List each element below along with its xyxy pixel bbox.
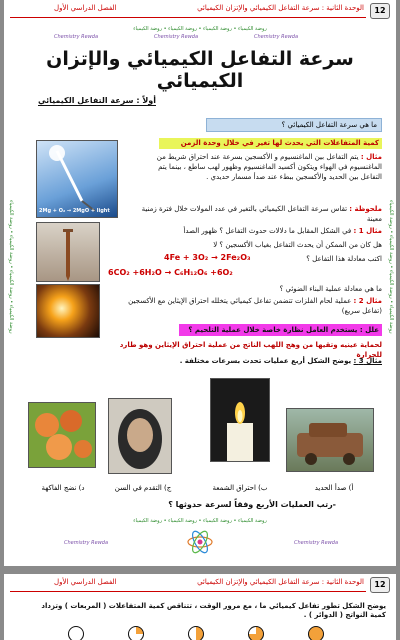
caption-rust: أ) صدأ الحديد (314, 484, 354, 492)
watermark: Chemistry Rewda (254, 34, 299, 40)
observation-paragraph (126, 204, 382, 224)
example-label: مثال : (360, 153, 382, 161)
elderly-woman-photo (108, 398, 172, 474)
observation-text: تقاس سرعة التفاعل الكيميائي بالتغير في عدد المولات خلال فترة زمنية معينة (141, 205, 382, 223)
example3-label: مثال 3 : (353, 357, 382, 365)
unit-title: الوحدة الثانية : سرعة التفاعل الكيميائي والإتزان الكيميائي (197, 4, 364, 12)
progress-circle-icon (128, 626, 144, 640)
progress-circle-icon (308, 626, 324, 640)
watermark: Chemistry Rewda (64, 540, 109, 546)
pink-highlight-note: علل : يستخدم العامل نظارة خاصة خلال عملية التلحيم ؟ (179, 324, 382, 336)
unit-title: الوحدة الثانية : سرعة التفاعل الكيميائي والإتزان الكيميائي (197, 578, 364, 586)
definition-highlight: كمية المتفاعلات التي يحدث لها تغير في خلال وحدة الزمن (159, 138, 382, 149)
magnesium-burning-photo (36, 140, 118, 218)
car-icon (287, 409, 373, 471)
progress-circle-icon (68, 626, 84, 640)
decor-strip-top: روضة الكيمياء • روضة الكيمياء • روضة الكيمياء • روضة الكيمياء (133, 26, 267, 32)
question-c: ما هي معادلة عملية البناء الضوئي ؟ (279, 285, 382, 293)
nail-icon (37, 223, 99, 281)
page-title: سرعة التفاعل الكيميائي والإتزان الكيميائي (46, 48, 354, 92)
candle-photo (210, 378, 270, 462)
rusty-nail-photo (36, 222, 100, 282)
progress-circle-icon (248, 626, 264, 640)
decor-strip-left: روضة الكيمياء • روضة الكيمياء • روضة الكيمياء • روضة الكيمياء (8, 200, 14, 334)
question-b: اكتب معادلة هذا التفاعل ؟ (306, 255, 382, 263)
decor-strip-right: روضة الكيمياء • روضة الكيمياء • روضة الكيمياء • روضة الكيمياء (388, 200, 394, 334)
example2-text: عملية لحام الفلزات تتضمن تفاعل كيميائي يتخلله احتراق الإيثاين مع الأكسجين (تفاعل سريع) (128, 297, 382, 315)
page-number: 12 (370, 577, 390, 593)
order-question: -رتب العمليات الأربع وفقاً لسرعة حدوثها ؟ (168, 500, 336, 509)
atom-logo-icon (186, 528, 214, 556)
progress-circle-icon (188, 626, 204, 640)
example-paragraph (138, 152, 382, 182)
caption-aging: ج) التقدم في السن (114, 484, 172, 492)
header-rule (10, 17, 366, 18)
reaction-progress-question: يوضح الشكل تطور تفاعل كيميائي ما ، مع مرور الوقت ، تتناقص كمية المتفاعلات ( المربعات ) وتزداد كمية النواتج ( الدوائر ) . (41, 602, 386, 619)
rust-equation: 4Fe + 3O₂ → 2Fe₂O₃ (164, 253, 251, 262)
reaction-caption: 2Mg + O₂ → 2MgO + light (39, 208, 110, 214)
photosynthesis-equation: 6CO₂ +6H₂O → C₆H₁₂O₆ +6O₂ (108, 268, 233, 277)
term-label: الفصل الدراسي الأول (54, 4, 117, 12)
observation-label: ملحوظة : (349, 205, 382, 213)
example1-text: في الشكل المقابل ما دلالات حدوث التفاعل ؟ ظهور الصدأ (183, 227, 352, 235)
decor-strip-bottom: روضة الكيمياء • روضة الكيمياء • روضة الكيمياء • روضة الكيمياء (133, 518, 267, 524)
peach-icon (29, 403, 95, 467)
worksheet-page-1 (4, 0, 396, 566)
example2-label: مثال 2 : (353, 297, 382, 305)
watermark: Chemistry Rewda (294, 540, 339, 546)
example1-label: مثال 1 : (353, 227, 382, 235)
caption-candle: ب) احتراق الشمعة (212, 484, 268, 492)
flame-icon (37, 141, 117, 217)
example1-paragraph (126, 226, 382, 236)
person-icon (109, 399, 171, 473)
example2-paragraph (126, 296, 382, 316)
answer-note: لحماية عينيه وتقيها من وهج اللهب الناتج من عملية احتراق الإيثاين وهو طارد للحرارة (119, 341, 382, 359)
example-text: يتم التفاعل بين الماغنسيوم و الأكسجين بسرعة عند احتراق شريط من الماغنسيوم في الهواء ويتكون أكسيد الماغنسيوم وظهور لهب ساطع ، بينما يتم التفاعل بين الحديد والأكسجين ببطء عند صدأ مسمار حديدي . (156, 153, 382, 181)
fruit-ripening-photo (28, 402, 96, 468)
watermark: Chemistry Rewda (54, 34, 99, 40)
section-heading: أولاً : سرعة التفاعل الكيميائي (38, 96, 156, 105)
question-a: هل كان من الممكن أن يحدث التفاعل بغياب الأكسجين ؟ لا (213, 241, 382, 249)
term-label: الفصل الدراسي الأول (54, 578, 117, 586)
watermark: Chemistry Rewda (154, 34, 199, 40)
example3-paragraph (122, 356, 382, 366)
worksheet-page-2 (4, 574, 396, 640)
candle-icon (211, 379, 269, 461)
page-footer (4, 516, 396, 566)
rusted-car-photo (286, 408, 374, 472)
caption-fruit: د) نضج الفاكهة (41, 484, 85, 492)
header-rule (10, 591, 366, 592)
page-number: 12 (370, 3, 390, 19)
example3-text: يوضح الشكل أربع عمليات تحدث بسرعات مختلفة . (179, 357, 352, 365)
welding-photo (36, 284, 100, 338)
question-box: ما هي سرعة التفاعل الكيميائي ؟ (206, 118, 382, 132)
